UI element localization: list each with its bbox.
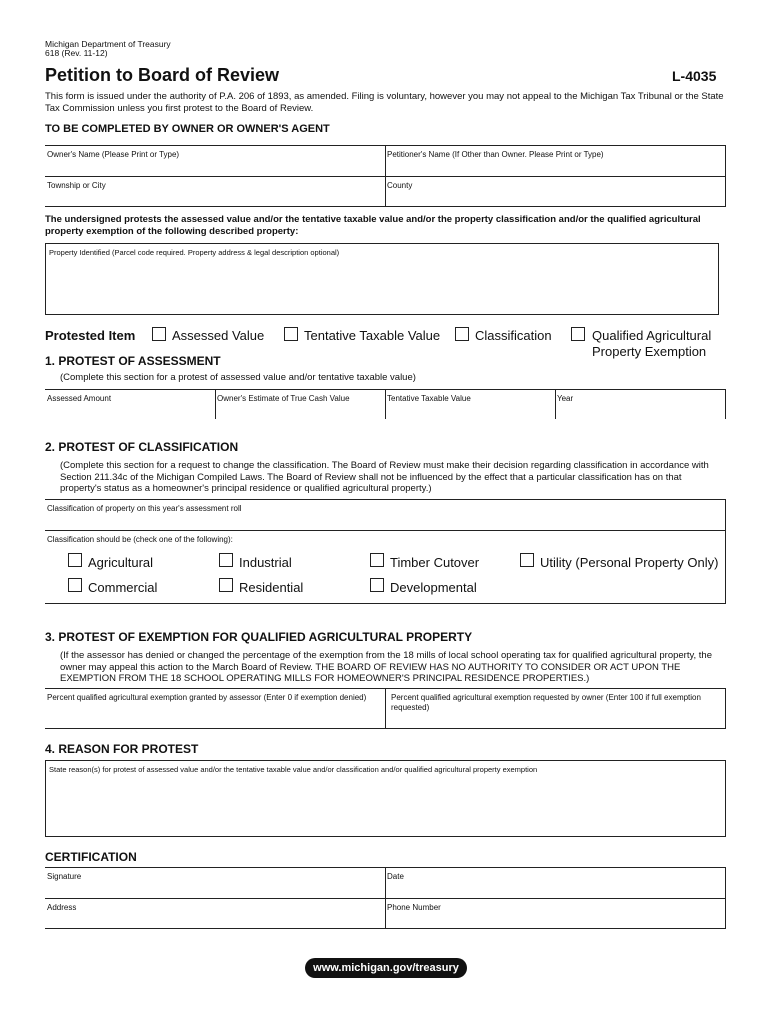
current-classification-label: Classification of property on this year's assessment roll [47, 504, 242, 513]
intro-text: This form is issued under the authority of P.A. 206 of 1893, as amended. Filing is voluntary, however you may not appeal to the Michigan Tax Tribunal or the State Tax Commission unless you first protest to the Board of Review. [45, 91, 724, 114]
commercial-checkbox[interactable] [68, 578, 82, 592]
county-field[interactable] [385, 176, 726, 207]
township-field[interactable] [45, 176, 386, 207]
utility-checkbox[interactable] [520, 553, 534, 567]
industrial-option-label: Industrial [239, 555, 292, 570]
protest-statement: The undersigned protests the assessed value and/or the tentative taxable value and/or the property classification and/or the qualified agricultural property exemption of the following described property: [45, 214, 701, 237]
year-field[interactable] [555, 389, 726, 419]
developmental-checkbox[interactable] [370, 578, 384, 592]
assessed-amount-field[interactable] [45, 389, 216, 419]
form-title: Petition to Board of Review [45, 65, 280, 85]
qualified-agricultural-option-label-line2: Property Exemption [592, 344, 707, 359]
petitioners-name-label: Petitioner's Name (If Other than Owner. Please Print or Type) [387, 150, 604, 159]
timber-cutover-option-label: Timber Cutover [390, 555, 480, 570]
section3-heading: 3. PROTEST OF EXEMPTION FOR QUALIFIED AGRICULTURAL PROPERTY [45, 630, 473, 644]
department-name: Michigan Department of Treasury [45, 39, 171, 49]
residential-option-label: Residential [239, 580, 304, 595]
tentative-taxable-value-field[interactable] [385, 389, 556, 419]
property-identified-field[interactable] [45, 243, 719, 315]
form-revision: 618 (Rev. 11-12) [45, 48, 108, 58]
tentative-taxable-value-option-label: Tentative Taxable Value [304, 328, 441, 343]
section1-note: (Complete this section for a protest of assessed value and/or tentative taxable value) [60, 372, 416, 383]
qualified-agricultural-checkbox[interactable] [571, 327, 585, 341]
section2-heading: 2. PROTEST OF CLASSIFICATION [45, 440, 239, 454]
address-field[interactable] [45, 898, 386, 929]
assessed-value-checkbox[interactable] [152, 327, 166, 341]
form-number: L-4035 [672, 68, 717, 84]
section3-note: (If the assessor has denied or changed the percentage of the exemption from the 18 mills of local school operating tax for qualified agricultural property, the owner may appeal this action to the March Board of Review. THE BOARD OF REVIEW HAS NO AUTHORITY TO CONSIDER OR ACT UPON THE EXEMPTION FROM THE 18 SCHOOL OPERATING MILLS FOR HOMEOWNER'S PRINCIPAL RESIDENCE PROPERTIES.) [60, 650, 713, 684]
township-label: Township or City [47, 181, 106, 190]
owner-section-heading: TO BE COMPLETED BY OWNER OR OWNER'S AGENT [45, 123, 330, 135]
date-field[interactable] [385, 867, 726, 898]
classification-checkbox[interactable] [455, 327, 469, 341]
address-label: Address [47, 903, 77, 912]
signature-field[interactable] [45, 867, 386, 898]
date-label: Date [387, 872, 404, 881]
agricultural-checkbox[interactable] [68, 553, 82, 567]
assessed-amount-label: Assessed Amount [47, 394, 112, 403]
petitioners-name-field[interactable] [385, 145, 726, 176]
owners-estimate-label: Owner's Estimate of True Cash Value [217, 394, 350, 403]
owners-estimate-field[interactable] [215, 389, 386, 419]
developmental-option-label: Developmental [390, 580, 477, 595]
protested-item-label: Protested Item [45, 328, 136, 343]
owners-name-label: Owner's Name (Please Print or Type) [47, 150, 180, 159]
certification-heading: CERTIFICATION [45, 850, 137, 864]
property-identified-label: Property Identified (Parcel code required. Property address & legal description optional) [49, 248, 340, 257]
tentative-taxable-value-checkbox[interactable] [284, 327, 298, 341]
classification-option-label: Classification [475, 328, 552, 343]
agricultural-option-label: Agricultural [88, 555, 154, 570]
year-label: Year [557, 394, 574, 403]
section1-heading: 1. PROTEST OF ASSESSMENT [45, 354, 221, 368]
owners-name-field[interactable] [45, 145, 386, 176]
exemption-requested-label: Percent qualified agricultural exemption requested by owner (Enter 100 if full exemption requested) [391, 693, 701, 712]
exemption-granted-field[interactable] [45, 688, 386, 729]
treasury-website-link[interactable]: www.michigan.gov/treasury [305, 958, 467, 978]
section4-heading: 4. REASON FOR PROTEST [45, 742, 199, 756]
classification-should-be-label: Classification should be (check one of the following): [47, 535, 233, 544]
reason-for-protest-label: State reason(s) for protest of assessed value and/or the tentative taxable value and/or classification and/or qualified agricultural property exemption [49, 765, 538, 774]
timber-cutover-checkbox[interactable] [370, 553, 384, 567]
tentative-taxable-value-label: Tentative Taxable Value [387, 394, 471, 403]
reason-for-protest-field[interactable] [45, 760, 726, 837]
current-classification-field[interactable] [45, 499, 726, 530]
assessed-value-option-label: Assessed Value [172, 328, 265, 343]
phone-number-field[interactable] [385, 898, 726, 929]
signature-label: Signature [47, 872, 82, 881]
exemption-requested-field[interactable] [385, 688, 726, 729]
industrial-checkbox[interactable] [219, 553, 233, 567]
utility-option-label: Utility (Personal Property Only) [540, 555, 719, 570]
exemption-granted-label: Percent qualified agricultural exemption granted by assessor (Enter 0 if exemption denied) [47, 693, 367, 702]
county-label: County [387, 181, 413, 190]
section2-note: (Complete this section for a request to change the classification. The Board of Review must make their decision regarding classification in accordance with Section 211.34c of the Michigan Compiled Laws. The Board of Review shall not be influenced by the effect that a particular classification has on that property's status as a homeowner's principal residence or qualified agricultural property.) [60, 460, 709, 494]
qualified-agricultural-option-label-line1: Qualified Agricultural [592, 328, 712, 343]
commercial-option-label: Commercial [88, 580, 158, 595]
phone-number-label: Phone Number [387, 903, 441, 912]
residential-checkbox[interactable] [219, 578, 233, 592]
